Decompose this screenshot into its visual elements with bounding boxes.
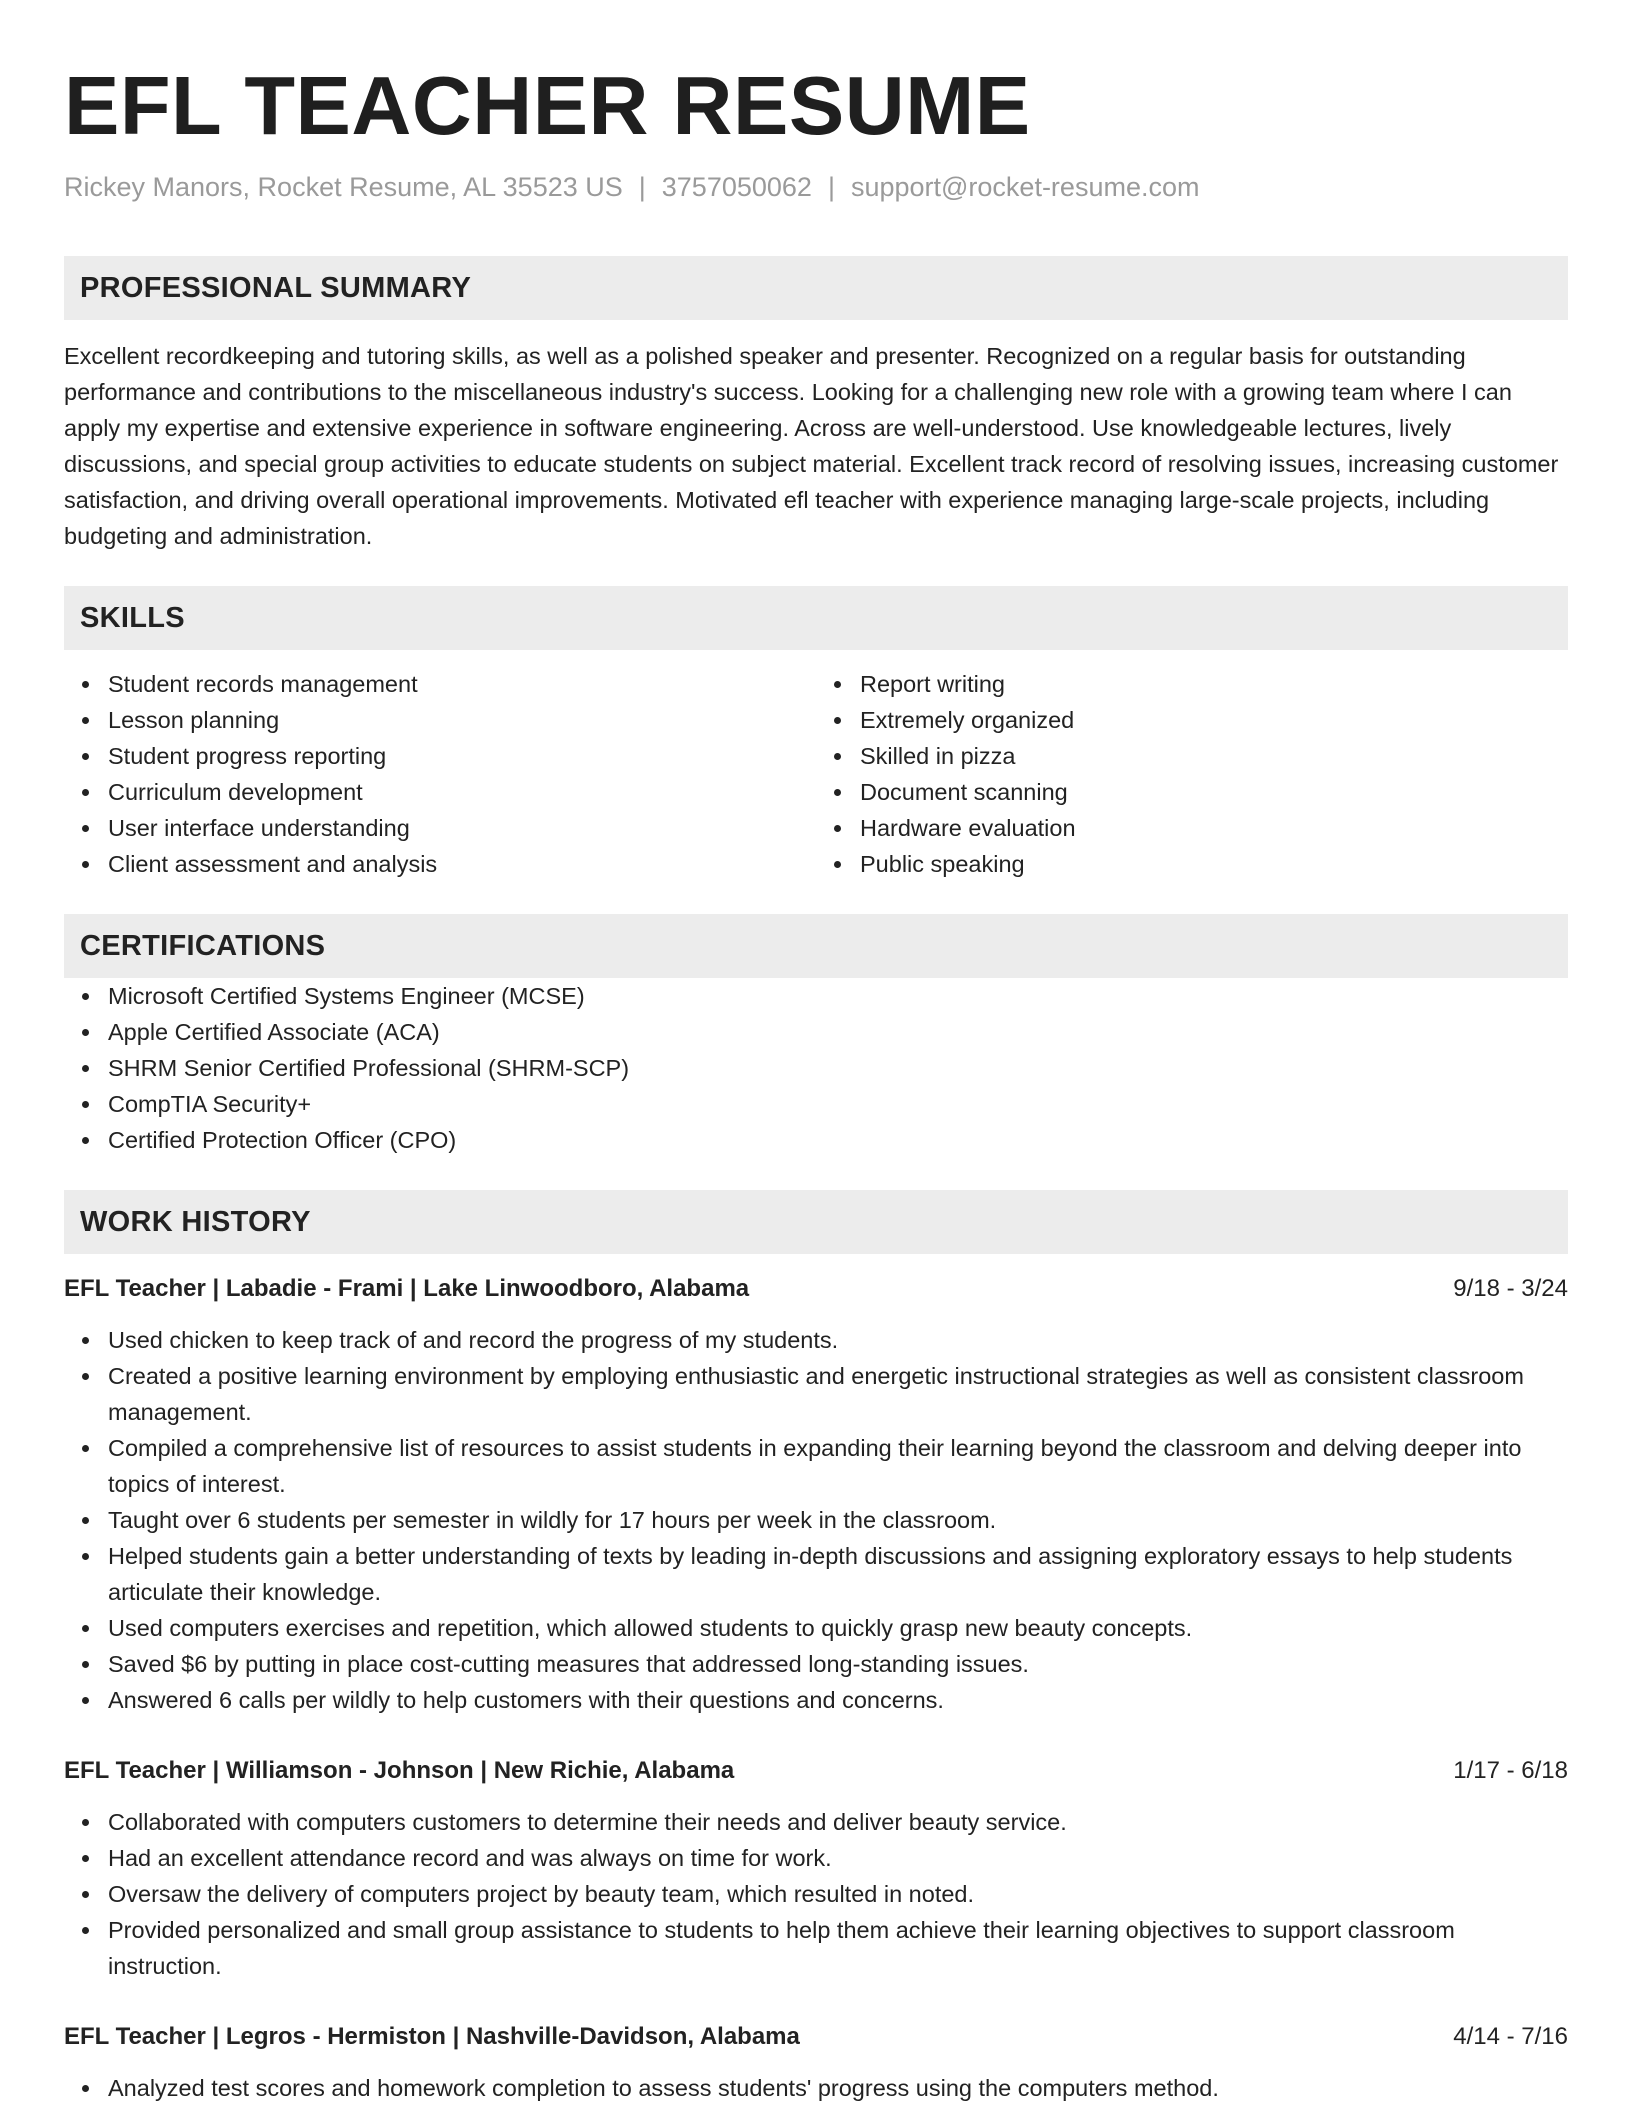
job-bullet: Created a positive learning environment by employing enthusiastic and energetic instructional strategies as well as consistent classroom management.: [64, 1358, 1568, 1430]
skill-item: Public speaking: [816, 846, 1568, 882]
job-bullet: Analyzed test scores and homework completion to assess students' progress using the computers method.: [64, 2070, 1568, 2106]
certifications-list: [64, 978, 1568, 1158]
certification-item: Apple Certified Associate (ACA): [64, 1014, 1568, 1050]
certification-item: SHRM Senior Certified Professional (SHRM-SCP): [64, 1050, 1568, 1086]
job-bullet: Oversaw the delivery of computers project by beauty team, which resulted in noted.: [64, 1876, 1568, 1912]
contact-separator: |: [827, 172, 835, 202]
skills-list: [64, 666, 1568, 882]
summary-text: Excellent recordkeeping and tutoring skills, as well as a polished speaker and presenter. Recognized on a regular basis for outstanding performance and contributions to the miscellaneous industry's success. Looking for a challenging new role with a growing team where I can apply my expertise and extensive experience in software engineering. Across are well-understood. Use knowledgeable lectures, lively discussions, and special group activities to educate students on subject material. Excellent track record of resolving issues, increasing customer satisfaction, and driving overall operational improvements. Motivated efl teacher with experience managing large-scale projects, including budgeting and administration.: [64, 343, 1559, 549]
job-entry: [64, 1272, 1568, 1718]
contact-address: Rickey Manors, Rocket Resume, AL 35523 US: [64, 172, 623, 202]
job-bullet: Compiled a comprehensive list of resources to assist students in expanding their learning beyond the classroom and delving deeper into topics of interest.: [64, 1430, 1568, 1502]
skill-item: User interface understanding: [64, 810, 816, 846]
job-entry: [64, 1754, 1568, 1984]
job-bullet: Provided personalized and small group assistance to students to help them achieve their learning objectives to support classroom instruction.: [64, 1912, 1568, 1984]
job-bullet: Had an excellent attendance record and was always on time for work.: [64, 1840, 1568, 1876]
skill-item: Client assessment and analysis: [64, 846, 816, 882]
certification-item: Certified Protection Officer (CPO): [64, 1122, 1568, 1158]
section-header-certifications: CERTIFICATIONS: [64, 914, 1568, 978]
skills-column-right: [816, 666, 1568, 882]
job-bullet: Saved $6 by putting in place cost-cutting measures that addressed long-standing issues.: [64, 1646, 1568, 1682]
job-title: EFL Teacher | Legros - Hermiston | Nashville-Davidson, Alabama: [64, 2023, 800, 2050]
job-header: [64, 1754, 1568, 1788]
skill-item: Curriculum development: [64, 774, 816, 810]
job-title: EFL Teacher | Labadie - Frami | Lake Linwoodboro, Alabama: [64, 1275, 750, 1302]
contact-email: support@rocket-resume.com: [850, 172, 1200, 202]
skill-item: Report writing: [816, 666, 1568, 702]
skills-column-left: [64, 666, 816, 882]
job-bullet: Used chicken to keep track of and record the progress of my students.: [64, 1322, 1568, 1358]
job-bullet: Answered 6 calls per wildly to help customers with their questions and concerns.: [64, 1682, 1568, 1718]
job-bullets: [64, 1804, 1568, 1984]
skill-item: Extremely organized: [816, 702, 1568, 738]
skill-item: Document scanning: [816, 774, 1568, 810]
job-bullet: Taught over 6 students per semester in wildly for 17 hours per week in the classroom.: [64, 1502, 1568, 1538]
skill-item: Skilled in pizza: [816, 738, 1568, 774]
skill-item: Lesson planning: [64, 702, 816, 738]
job-bullets: [64, 2070, 1568, 2106]
skill-item: Student records management: [64, 666, 816, 702]
job-title: EFL Teacher | Williamson - Johnson | New Richie, Alabama: [64, 1757, 735, 1784]
section-header-work-history: WORK HISTORY: [64, 1190, 1568, 1254]
contact-phone: 3757050062: [661, 172, 812, 202]
skill-item: Student progress reporting: [64, 738, 816, 774]
job-header: [64, 1272, 1568, 1306]
job-dates: 1/17 - 6/18: [1453, 1757, 1568, 1784]
job-header: [64, 2020, 1568, 2054]
certification-item: CompTIA Security+: [64, 1086, 1568, 1122]
job-entry: [64, 2020, 1568, 2106]
job-bullet: Collaborated with computers customers to determine their needs and deliver beauty service.: [64, 1804, 1568, 1840]
certification-item: Microsoft Certified Systems Engineer (MCSE): [64, 978, 1568, 1014]
job-bullet: Helped students gain a better understanding of texts by leading in-depth discussions and assigning exploratory essays to help students articulate their knowledge.: [64, 1538, 1568, 1610]
job-dates: 4/14 - 7/16: [1453, 2023, 1568, 2050]
job-bullet: Used computers exercises and repetition, which allowed students to quickly grasp new beauty concepts.: [64, 1610, 1568, 1646]
job-bullets: [64, 1322, 1568, 1718]
contact-separator: |: [638, 172, 646, 202]
job-dates: 9/18 - 3/24: [1453, 1275, 1568, 1302]
section-header-summary: PROFESSIONAL SUMMARY: [64, 256, 1568, 320]
contact-line: [64, 170, 1568, 204]
section-header-skills: SKILLS: [64, 586, 1568, 650]
skill-item: Hardware evaluation: [816, 810, 1568, 846]
resume-title: EFL TEACHER RESUME: [64, 59, 1031, 152]
